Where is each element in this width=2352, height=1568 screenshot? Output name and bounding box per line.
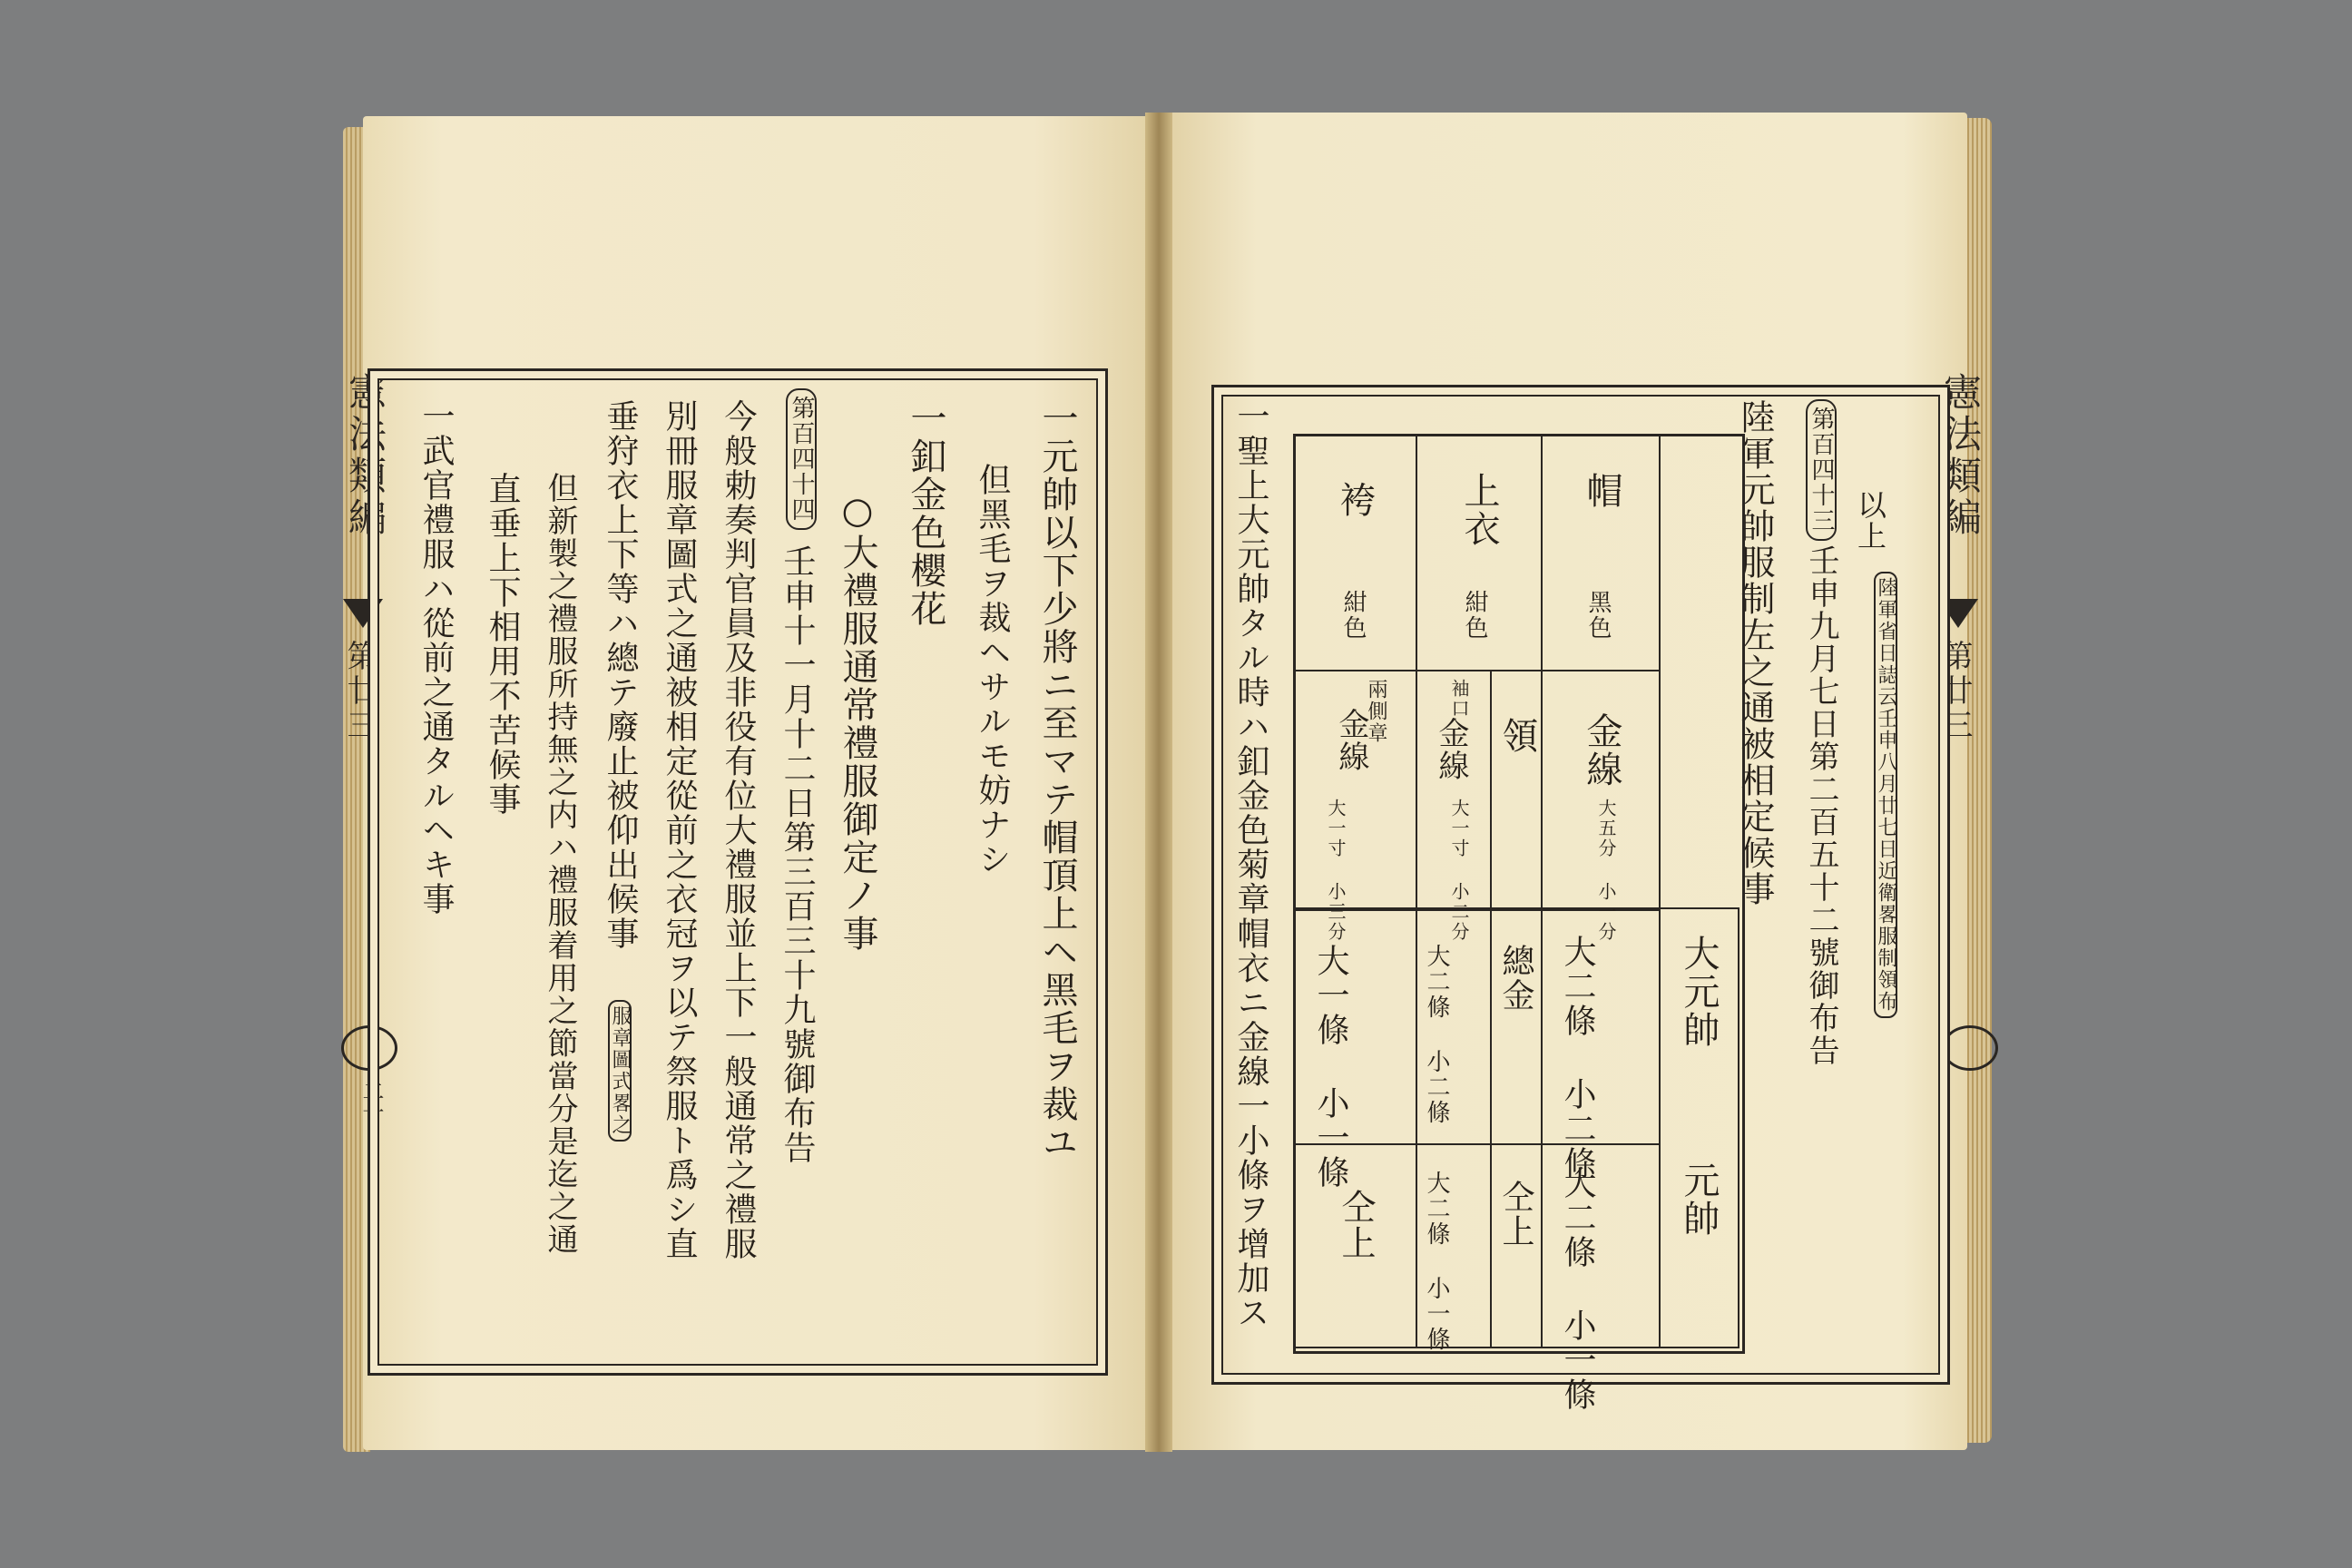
table-row2-cuff-value: 大二條 小一條: [1423, 1171, 1450, 1352]
table-coat-label: 上衣: [1458, 472, 1500, 548]
spine-title-left: 憲法類編: [343, 372, 387, 539]
left-col-13: 一武官禮服ハ從前之通タルヘキ事: [417, 399, 455, 916]
table-row2-collar-value: 仝上: [1497, 1180, 1534, 1249]
spine-title-right: 憲法類編: [1938, 372, 1983, 539]
table-rank-1: 大元帥: [1678, 935, 1720, 1049]
table-side-note: 大一寸 小三分: [1325, 799, 1347, 942]
spine-volume-right: 第廿三: [1936, 640, 1973, 743]
table-trousers-label: 袴: [1334, 481, 1376, 519]
left-col-2: 但黑毛ヲ裁ヘサルモ妨ナシ: [974, 463, 1011, 877]
left-col-7: 今般勅奏判官員及非役有位大禮服並上下一般通常之禮服: [720, 399, 757, 1261]
table-trousers-color: 紺色: [1339, 590, 1367, 641]
table-cap-label: 帽: [1581, 472, 1622, 510]
table-cap-gold: 金線: [1581, 712, 1622, 789]
page-oval-mark-right: [1942, 1025, 1998, 1071]
left-col-11: 但新製之禮服所持無之内ハ禮服着用之節當分是迄之通: [542, 472, 578, 1256]
left-col-9: 垂狩衣上下等ハ總テ廢止被仰出候事: [602, 399, 639, 951]
book-gutter: [1145, 113, 1172, 1452]
right-col-emperor: 一聖上大元帥タル時ハ釦金色菊章帽衣ニ金線一小條ヲ增加ス: [1232, 399, 1269, 1330]
left-col-8: 別冊服章圖式之通被相定從前之衣冠ヲ以テ祭服ト爲シ直: [661, 399, 698, 1261]
right-col-source-note: 陸軍省日誌云壬申八月廿七日近衛畧服制領布: [1874, 572, 1897, 1018]
table-row2-cap-value: 大二條 小一條: [1559, 1166, 1596, 1412]
table-side-spec: [1293, 670, 1417, 911]
left-col-1: 一元帥以下少將ニ至マテ帽頂上ヘ黑毛ヲ裁ユ: [1036, 399, 1078, 1161]
left-note-omitted: 服章圖式畧之: [608, 1000, 632, 1142]
article-number-144: 第百四十四: [786, 388, 817, 530]
left-col-6: 壬申十一月十二日第三百三十九號御布告: [779, 544, 816, 1165]
table-cap-note: 大五分 小一分: [1595, 799, 1617, 942]
right-col-above: 以上: [1853, 490, 1887, 552]
article-number-143: 第百四十三: [1806, 399, 1837, 541]
left-col-3: 一釦金色櫻花: [905, 399, 946, 628]
right-col-title: 陸軍元帥服制左之通被相定候事: [1735, 399, 1775, 907]
table-cuff-label: 袖口: [1448, 679, 1470, 719]
table-row1-collar-value: 總金: [1497, 944, 1534, 1013]
table-row1-cap-value: 大二條 小二條: [1559, 935, 1596, 1181]
table-rank-2: 元帥: [1678, 1161, 1720, 1238]
left-col-12: 直垂上下相用不苦候事: [484, 472, 521, 817]
table-collar-header: [1490, 670, 1543, 911]
page-number-left: 二十: [358, 1080, 384, 1123]
table-row2-trousers-value: 仝上: [1336, 1189, 1376, 1261]
table-cap-color: 黑色: [1584, 590, 1612, 641]
table-collar-label: 領: [1496, 717, 1538, 755]
right-col-decree: 壬申九月七日第二百五十二號御布告: [1803, 544, 1839, 1067]
table-coat-color: 紺色: [1461, 590, 1488, 641]
spine-volume-left: 第廿三: [341, 640, 377, 743]
table-side-label: 兩側章: [1365, 679, 1387, 744]
table-row1-trousers-value: 大一條 小一條: [1312, 944, 1349, 1190]
table-row1-cuff-value: 大二條 小二條: [1423, 944, 1450, 1125]
table-cuff-note: 大一寸 小二分: [1448, 799, 1470, 942]
left-col-4: ○大禮服通常禮服御定ノ事: [837, 490, 878, 953]
table-cuff-gold: 金線: [1433, 717, 1469, 782]
table-side-gold: 金線: [1333, 708, 1369, 773]
